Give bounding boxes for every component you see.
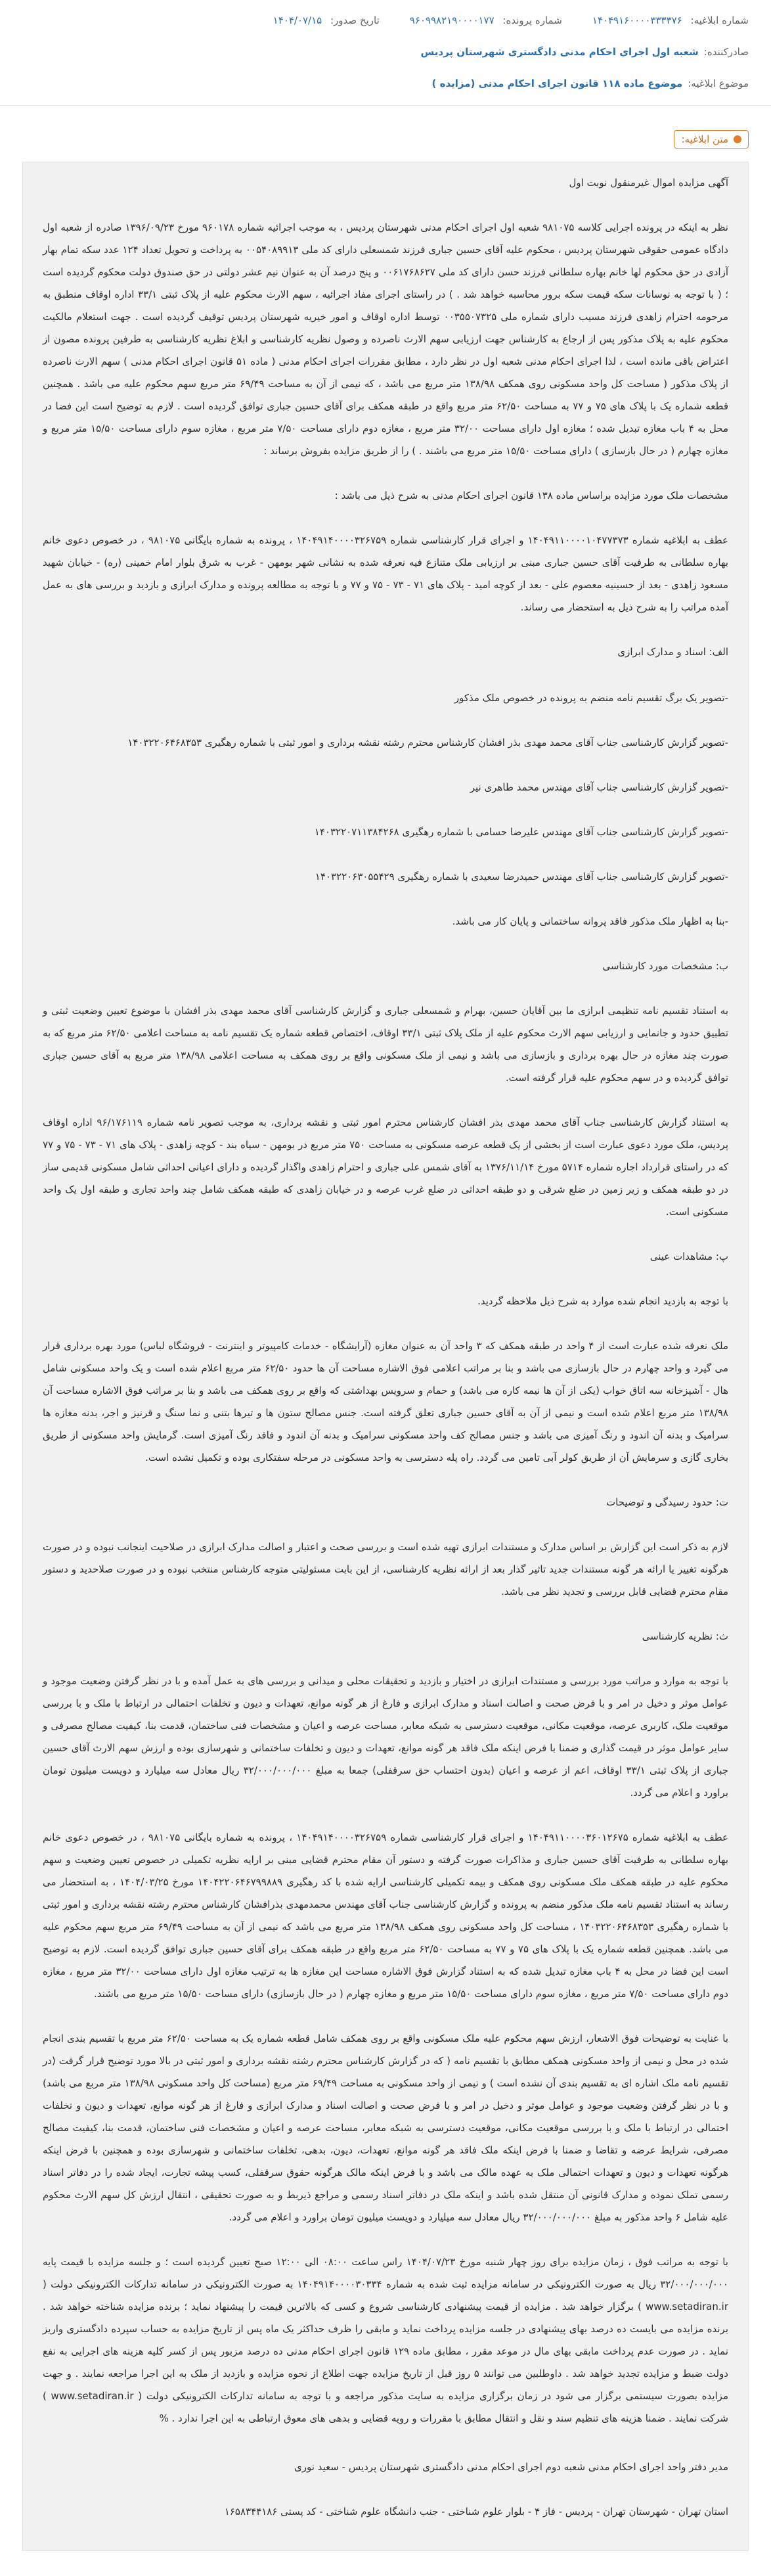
document-item: -تصویر گزارش کارشناسی جناب آقای مهندس علیرضا حسامی با شماره رهگیری ۱۴۰۳۲۲۰۷۱۱۳۸۴۲۶۸ (314, 826, 728, 838)
notice-header (0, 0, 771, 106)
notice-meta-row (22, 14, 749, 26)
opinion-paragraph: با توجه به موارد و مراتب مورد بررسی و مستندات ابرازی در اختیار و بازدید و تحقیقات محلی و میدانی و بررسی های به عمل آمده و با در نظر گرفتن وضعیت موجود و عوامل موثر و دخیل در امر و با فرض صحت و اصالت اسناد و مدارک ابرازی و فارغ از هر گونه موانع، تعهدات و دیون و تخلفات احتمالی در ارتباط با ملک و با بررسی موقعیت ملک، کاربری عرصه، موقعیت مکانی، موقعیت دسترسی به شبکه معابر، مساحت عرصه و اعیان و مشخصات فنی ساختمان، قدمت بنا، کیفیت مصالح مصرفی و سایر عوامل موثر در قیمت گذاری و ضمنا با فرض اینکه ملک فاقد هر گونه موانع، تعهدات و دیون و تخلفات ساختمانی و شهرسازی بوده و ارزش سهم الارث آقای حسین جباری از پلاک ثبتی ۳۳/۱ اوقاف، اعم از عرصه و اعیان (بدون احتساب حق سرقفلی) جمعا به مبلغ ۳۲/۰۰۰/۰۰۰/۰۰۰ ریال معادل سه میلیارد و دویست میلیون تومان براورد و اعلام می گردد. (43, 1675, 728, 1799)
notice-number-label: شماره ابلاغیه: (690, 14, 749, 26)
section-heading-documents: الف: اسناد و مدارک ابرازی (617, 646, 728, 658)
notice-text-tag (674, 130, 749, 149)
scope-paragraph: لازم به ذکر است این گزارش بر اساس مدارک و مستندات ابرازی تهیه شده است و بررسی صحت و اعتبار و اصالت مدارک ابرازی در صلاحیت اینجانب نبوده و در صورت هرگونه تغییر یا ارائه هر گونه مستندات جدید تاثیر گذار بعد از ارائه نظریه کارشناسی، از این بابت مسئولیتی متوجه کارشناس منتخب نبوده و در صورت صلاحدید و دستور مقام محترم قضایی قابل بررسی و تجدید نظر می باشد. (43, 1541, 728, 1598)
issue-date-label: تاریخ صدور: (330, 14, 380, 26)
section-heading-observations: پ: مشاهدات عینی (650, 1251, 728, 1262)
subject-row (22, 78, 749, 89)
observations-intro: با توجه به بازدید انجام شده موارد به شرح ذیل ملاحظه گردید. (477, 1295, 728, 1307)
section-heading-scope: ت: حدود رسیدگی و توضیحات (606, 1496, 728, 1508)
document-item: -تصویر گزارش کارشناسی جناب آقای محمد مهدی بذر افشان کارشناس محترم رشته نقشه برداری و امور ثبتی با شماره رهگیری ۱۴۰۳۲۲۰۶۴۶۸۳۵۳ (127, 737, 728, 748)
address: استان تهران - شهرستان تهران - پردیس - فاز ۴ - بلوار علوم شناختی - جنب دانشگاه علوم شناختی - کد پستی ۱۶۵۸۳۴۴۱۸۶ (224, 2506, 728, 2518)
notice-text-tag-label: متن ابلاغیه: (681, 133, 728, 145)
reference-paragraph: عطف به ابلاغیه شماره ۱۴۰۴۹۱۱۰۰۰۰۱۰۴۷۷۳۷۳ و اجرای قرار کارشناسی شماره ۱۴۰۴۹۱۴۰۰۰۰۳۲۶۷۵۹ ، پرونده به شماره بایگانی ۹۸۱۰۷۵ ، در خصوص دعوی خانم بهاره سلطانی به طرفیت آقای حسین جباری مبنی بر ارزیابی ملک متنازع فیه نعرفه شده به نشانی شهر بومهن - غرب به شرق بلوار امام خمینی (ره) - خیابان شهید مسعود زاهدی - بعد از حسینیه معصوم علی - بعد از کوچه امید - پلاک های ۷۱ - ۷۳ - ۷۵ و ۷۷ و با توجه به مطالعه پرونده و مدارک ابرازی و بازدید و بررسی های به عمل آمده مراتب را به شرح ذیل به استحضار می رساند. (43, 534, 728, 613)
file-number (410, 14, 562, 26)
subject-label: موضوع ابلاغیه: (688, 78, 749, 89)
subject-value: موضوع ماده ۱۱۸ قانون اجرای احکام مدنی (مزایده ) (431, 78, 683, 89)
valuation-paragraph: با عنایت به توضیحات فوق الاشعار، ارزش سهم محکوم علیه ملک مسکونی واقع بر روی همکف شامل قطعه شماره یک به مساحت ۶۲/۵۰ متر مربع با تقسیم بندی انجام شده در محل و نیمی از واحد مسکونی همکف مطابق با تقسیم نامه ( که در گزارش کارشناس محترم رشته نقشه برداری و امور ثبتی در بالا مورد توضیح قرار گرفت (در تقسیم نامه ملک اشاره ای به تقسیم بندی آن نشده است ) و نیمی از واحد مسکونی به مساحت ۶۹/۴۹ متر مربع (مساحت کل واحد مسکونی ۱۳۸/۹۸ متر مربع می باشد) و با در نظر گرفتن وضعیت موجود و عوامل موثر و دخیل در امر و با فرض صحت و اصالت اسناد و مدارک ابرازی و فارغ از هر گونه موانع، تعهدات و دیون و تخلفات احتمالی در ارتباط با ملک و با بررسی موقعیت مکانی، موقعیت دسترسی به شبکه معابر، مساحت عرصه و اعیان و مشخصات فنی ساختمان، قدمت بنا، کیفیت مصالح مصرفی، شرایط عرضه و تقاضا و ضمنا با فرض اینکه ملک فاقد هر گونه موانع، تعهدات، دیون، بدهی، تخلفات ساختمانی و شهرسازی بوده و همچنین با فرض اینکه هرگونه تعهدات و دیون و تعهدات احتمالی ملک به عهده مالک می باشد و با فرض اینکه مالک هرگونه حقوق سرقفلی، کسب پیشه تجارت، ایجاد شده را در دفاتر اسناد رسمی تملک نموده و مدارک قانونی آن منتقل شده باشد و اینکه ملک در دفاتر اسناد رسمی و مراجع ذیربط و به صورت تحقیقی ، انتقال ارزش کل سهم الارث محکوم علیه شامل ۶ واحد مذکور به مبلغ ۳۲/۰۰۰/۰۰۰/۰۰۰ ریال معادل سه میلیارد و دویست میلیون تومان براورد و اعلام می گردد. (43, 2033, 729, 2223)
issue-date (273, 14, 380, 26)
notice-body (22, 162, 749, 2551)
supplementary-paragraph: عطف به ابلاغیه شماره ۱۴۰۴۹۱۱۰۰۰۰۳۶۰۱۲۶۷۵ و اجرای قرار کارشناسی شماره ۱۴۰۴۹۱۴۰۰۰۰۳۲۶۷۵۹ ، پرونده به شماره بایگانی ۹۸۱۰۷۵ ، در خصوص دعوی خانم بهاره سلطانی به طرفیت آقای حسین جباری و مذاکرات صورت گرفته و دستور آن مقام محترم قضایی مبنی بر ارایه نظریه تکمیلی در خصوص تعیین وضعیت و سهم محکوم علیه در طبقه همکف ملک مسکونی روی همکف و بیمه تکمیلی کارشناسی ارایه شده با کد رهگیری ۱۴۰۴۲۲۰۶۴۶۷۹۹۸۸۹ مورخ ۱۴۰۴/۰۳/۲۵ ، به استحضار می رساند به استناد تقسیم نامه ملک مذکور منضم به پرونده و گزارش کارشناسی جناب آقای مهندس محمدمهدی بذرافشان کارشناس محترم رشته نقشه برداری و امور ثبتی با شماره رهگیری ۱۴۰۳۲۲۰۶۴۶۸۳۵۳ ، مساحت کل واحد مسکونی روی همکف ۱۳۸/۹۸ متر مربع می باشد که نیمی از آن به مساحت ۶۹/۴۹ متر مربع سهم محکوم علیه می باشد. همچنین قطعه شماره یک با پلاک های ۷۵ و ۷۷ به مساحت ۶۲/۵۰ متر مربع واقع در طبقه همکف برای آقای حسین جباری توافق گردیده است. لازم به توضیح است این فضا در محل به ۴ باب مغازه تبدیل شده که به استناد گزارش فوق الاشاره مساحت این مغازه ها به ترتیب مغازه اول دارای مساحت ۳۲/۰۰ متر مربع ، مغازه دوم دارای مساحت ۷/۵۰ متر مربع ، مغازه سوم دارای مساحت ۱۵/۵۰ متر مربع و مغازه چهارم ( در حال بازسازی) دارای مساحت ۱۵/۵۰ متر مربع می باشند. (43, 1831, 729, 2000)
issuer-row (22, 46, 749, 58)
observations-paragraph: ملک نعرفه شده عبارت است از ۴ واحد در طبقه همکف که ۳ واحد آن به عنوان مغازه (آرایشگاه - خدمات کامپیوتر و اینترنت - فروشگاه لباس) مورد بهره برداری قرار می گیرد و واحد چهارم در حال بازسازی می باشد و بنا بر مراتب اعلامی فوق الاشاره مساحت آن ها حدود ۶۲/۵۰ متر مربع اعلام شده است و یک واحد مسکونی شامل هال - آشپزخانه سه اتاق خواب (یکی از آن ها نیمه کاره می باشد) و حمام و سرویس بهداشتی که واقع بر روی همکف می باشد و بنا بر مراتب فوق الاشاره مساحت آن ۱۳۸/۹۸ متر مربع اعلام شده است و نیمی از آن به آقای حسین جباری تعلق گرفته است. جنس مصالح ستون ها و تیرها بتنی و نما سنگ و قرنیز و اجر، بدنه مغازه ها سرامیک و بدنه آن اندود و رنگ آمیزی می باشد و جنس مصالح کف واحد مسکونی سرامیک و بدنه آن اندود و فاقد رنگ آمیزی است. گرمایش واحد مسکونی از طریق بخاری گازی و سرمایش آن از طریق کولر آبی تامین می گردد. راه پله دسترسی به واحد مسکونی در مرحله سفتکاری بوده و تکمیل نشده است. (43, 1340, 729, 1463)
file-number-label: شماره پرونده: (502, 14, 562, 26)
property-spec-heading: مشخصات ملک مورد مزایده براساس ماده ۱۳۸ قانون اجرای احکام مدنی به شرح ذیل می باشد : (334, 490, 728, 501)
notice-title: آگهی مزایده اموال غیرمنقول نوبت اول (569, 177, 728, 189)
document-item: -بنا به اظهار ملک مذکور فاقد پروانه ساختمانی و پایان کار می باشد. (452, 915, 728, 927)
specs-paragraph: به استناد گزارش کارشناسی جناب آقای محمد مهدی بذر افشان کارشناس محترم امور ثبتی و نقشه برداری، به موجب تصویر نامه شماره ۹۶/۱۷۶۱۱۹ اداره اوقاف پردیس، ملک مورد دعوی عبارت است از بخشی از یک قطعه عرصه مسکونی به مساحت ۷۵۰ متر مربع در بومهن - سیاه بند - کوچه زاهدی - پلاک های ۷۱ - ۷۳ - ۷۵ و ۷۷ که در راستای قرارداد اجاره شماره ۵۷۱۴ مورخ ۱۳۷۶/۱۱/۱۴ به آقای شمس علی جباری و احترام زاهدی واگذار گردیده و دارای اعیانی احداثی شامل مسکونی قدیمی ساز در دو طبقه همکف و زیر زمین در ضلع شرقی و دو طبقه احداثی در ضلع غرب عرصه و در خیابان زاهدی که طبقه همکف شامل چند واحد تجاری و طبقه اول یک واحد مسکونی است. (43, 1116, 728, 1218)
issuer-label: صادرکننده: (703, 46, 749, 58)
notice-number-value: ۱۴۰۴۹۱۶۰۰۰۰۳۳۳۳۷۶ (592, 14, 682, 26)
notice-number (592, 14, 749, 26)
intro-paragraph: نظر به اینکه در پرونده اجرایی کلاسه ۹۸۱۰۷۵ شعبه اول اجرای احکام مدنی شهرستان پردیس ، به موجب اجرائیه شماره ۹۶۰۱۷۸ مورخ ۱۳۹۶/۰۹/۲۳ صادره از شعبه اول دادگاه عمومی حقوقی شهرستان پردیس ، محکوم علیه آقای حسین جباری فرزند شمسعلی دارای کد ملی ۰۰۵۴۰۸۹۹۱۳ به پرداخت و تحویل تعداد ۱۲۴ عدد سکه تمام بهار آزادی در حق محکوم لها خانم بهاره سلطانی فرزند حسن دارای کد ملی ۰۰۶۱۷۶۸۶۲۷ و پنج درصد آن به عنوان نیم عشر دولتی در حق صندوق دولت محکوم گردیده است ؛ ( با توجه به نوسانات سکه قیمت سکه برور محاسبه خواهد شد . ) در راستای اجرای مفاد اجرائیه ، سهم الارث محکوم علیه از پلاک ثبتی ۳۳/۱ اداره اوقاف منطبق به مرحومه احترام زاهدی فرزند مسیب دارای شماره ملی ۰۰۳۵۵۰۷۳۲۵ توسط اداره اوقاف و امور خیریه شهرستان پردیس توقیف گردیده است . جهت استعلام مالکیت محکوم علیه به پلاک مذکور پس از ارجاع به کارشناس جهت ارزیابی سهم الارث ناصرده و وصول نظریه کارشناسی و ابلاغ نظریه کارشناسی به طرفین پرونده مصون از اعتراض باقی مانده است ، لذا اجرای احکام مدنی شعبه اول در نظر دارد ، مطابق مقررات اجرای احکام مدنی ( ماده ۵۱ قانون اجرای احکام مدنی ) سهم الارث ناصرده از پلاک مذکور ( مساحت کل واحد مسکونی روی همکف ۱۳۸/۹۸ متر مربع می باشد ، که نیمی از آن به مساحت ۶۹/۴۹ متر مربع سهم محکوم علیه می باشد . همچنین قطعه شماره یک با پلاک های ۷۵ و ۷۷ به مساحت ۶۲/۵۰ متر مربع واقع در طبقه همکف برای آقای حسین جباری توافق گردیده است . لازم به توضیح است این فضا در محل به ۴ باب مغازه تبدیل شده ؛ مغازه اول دارای مساحت ۳۲/۰۰ متر مربع ، مغازه دوم دارای مساحت ۷/۵۰ متر مربع ، مغازه سوم دارای مساحت ۱۵/۵۰ متر مربع و مغازه چهارم ( در حال بازسازی ) دارای مساحت ۱۵/۵۰ متر مربع می باشند . ) را از طریق مزایده بفروش برساند : (43, 221, 729, 457)
section-heading-opinion: ث: نظریه کارشناسی (642, 1630, 728, 1642)
specs-paragraph: به استناد تقسیم نامه تنظیمی ابرازی ما بین آقایان حسین، بهرام و شمسعلی جباری و گزارش کارشناسی آقای محمد مهدی بذر افشان با موضوع تعیین وضعیت ثبتی و تطبیق حدود و جانمایی و ارزیابی سهم الارث محکوم علیه از ملک پلاک ثبتی ۳۳/۱ اوقاف، اختصاص قطعه شماره یک تقسیم نامه به مساحت اعلامی ۶۲/۵۰ متر مربع که به صورت چند مغازه در حال بهره برداری و بازسازی می باشد و نیمی از ملک مسکونی واقع بر روی همکف به مساحت اعلامی ۱۳۸/۹۸ متر مربع به آقای حسین جباری توافق گردیده و در سهم محکوم علیه قرار گرفته است. (43, 1005, 729, 1084)
section-heading-specs: ب: مشخصات مورد کارشناسی (602, 960, 728, 972)
signature: مدیر دفتر واحد اجرای احکام مدنی شعبه دوم اجرای احکام مدنی دادگستری شهرستان پردیس - سعید نوری (294, 2461, 728, 2473)
bullet-dot-icon (734, 135, 741, 143)
document-item: -تصویر گزارش کارشناسی جناب آقای مهندس محمد طاهری نیر (470, 781, 728, 793)
issue-date-value: ۱۴۰۴/۰۷/۱۵ (273, 14, 322, 26)
file-number-value: ۹۶۰۹۹۸۲۱۹۰۰۰۰۱۷۷ (409, 14, 495, 26)
auction-terms-paragraph: با توجه به مراتب فوق ، زمان مزایده برای روز چهار شنبه مورخ ۱۴۰۴/۰۷/۲۳ راس ساعت ۰۸:۰۰ الی ۱۲:۰۰ صبح تعیین گردیده است ؛ و جلسه مزایده با قیمت پایه ۳۲/۰۰۰/۰۰۰/۰۰۰ ریال به صورت الکترونیکی در سامانه مزایده ثبت شده به شماره ۱۴۰۴۹۱۴۰۰۰۰۳۰۳۳۴ به صورت الکترونیکی در سامانه تدارکات الکترونیکی دولت ( www.setadiran.ir ) برگزار خواهد شد . مزایده از قیمت پیشنهادی کارشناسی شروع و کسی که بالاترین قیمت را پیشنهاد نماید ؛ برنده مزایده شناخته خواهد شد . برنده مزایده می بایست ده درصد بهای پیشنهادی در جلسه مزایده پرداخت نماید و مابقی را ظرف حداکثر یک ماه پس از تاریخ مزایده به حساب سپرده دادگستری واریز نماید . در صورت عدم پرداخت مابقی بهای مال در موعد مقرر ، مطابق ماده ۱۲۹ قانون اجرای احکام مدنی ده درصد مزبور پس از کسر کلیه هزینه های اجرایی به نفع دولت ضبط و مزایده تجدید خواهد شد . داوطلبین می توانند ۵ روز قبل از تاریخ مزایده جهت اطلاع از نحوه مزایده و بازدید از ملک به این اجرا مراجعه نمایند . و جهت مزایده بصورت سیستمی برگزار می شود در زمان برگزاری مزایده به سایت مذکور مراجعه و با توجه به سامانه تدارکات الکترونیکی دولت ( www.setadiran.ir ) شرکت نمایند . ضمنا هزینه های تنظیم سند و نقل و انتقال مطابق با مقررات و رویه قضایی و بدهی های معوق ارتباطی به این اجرا ندارد . % (43, 2256, 729, 2424)
document-item: -تصویر گزارش کارشناسی جناب آقای مهندس حمیدرضا سعیدی با شماره رهگیری ۱۴۰۳۲۲۰۶۳۰۵۵۴۲۹ (315, 871, 728, 883)
issuer-value: شعبه اول اجرای احکام مدنی دادگستری شهرستان پردیس (420, 46, 699, 58)
document-item: -تصویر یک برگ تقسیم نامه منضم به پرونده در خصوص ملک مذکور (454, 692, 728, 704)
